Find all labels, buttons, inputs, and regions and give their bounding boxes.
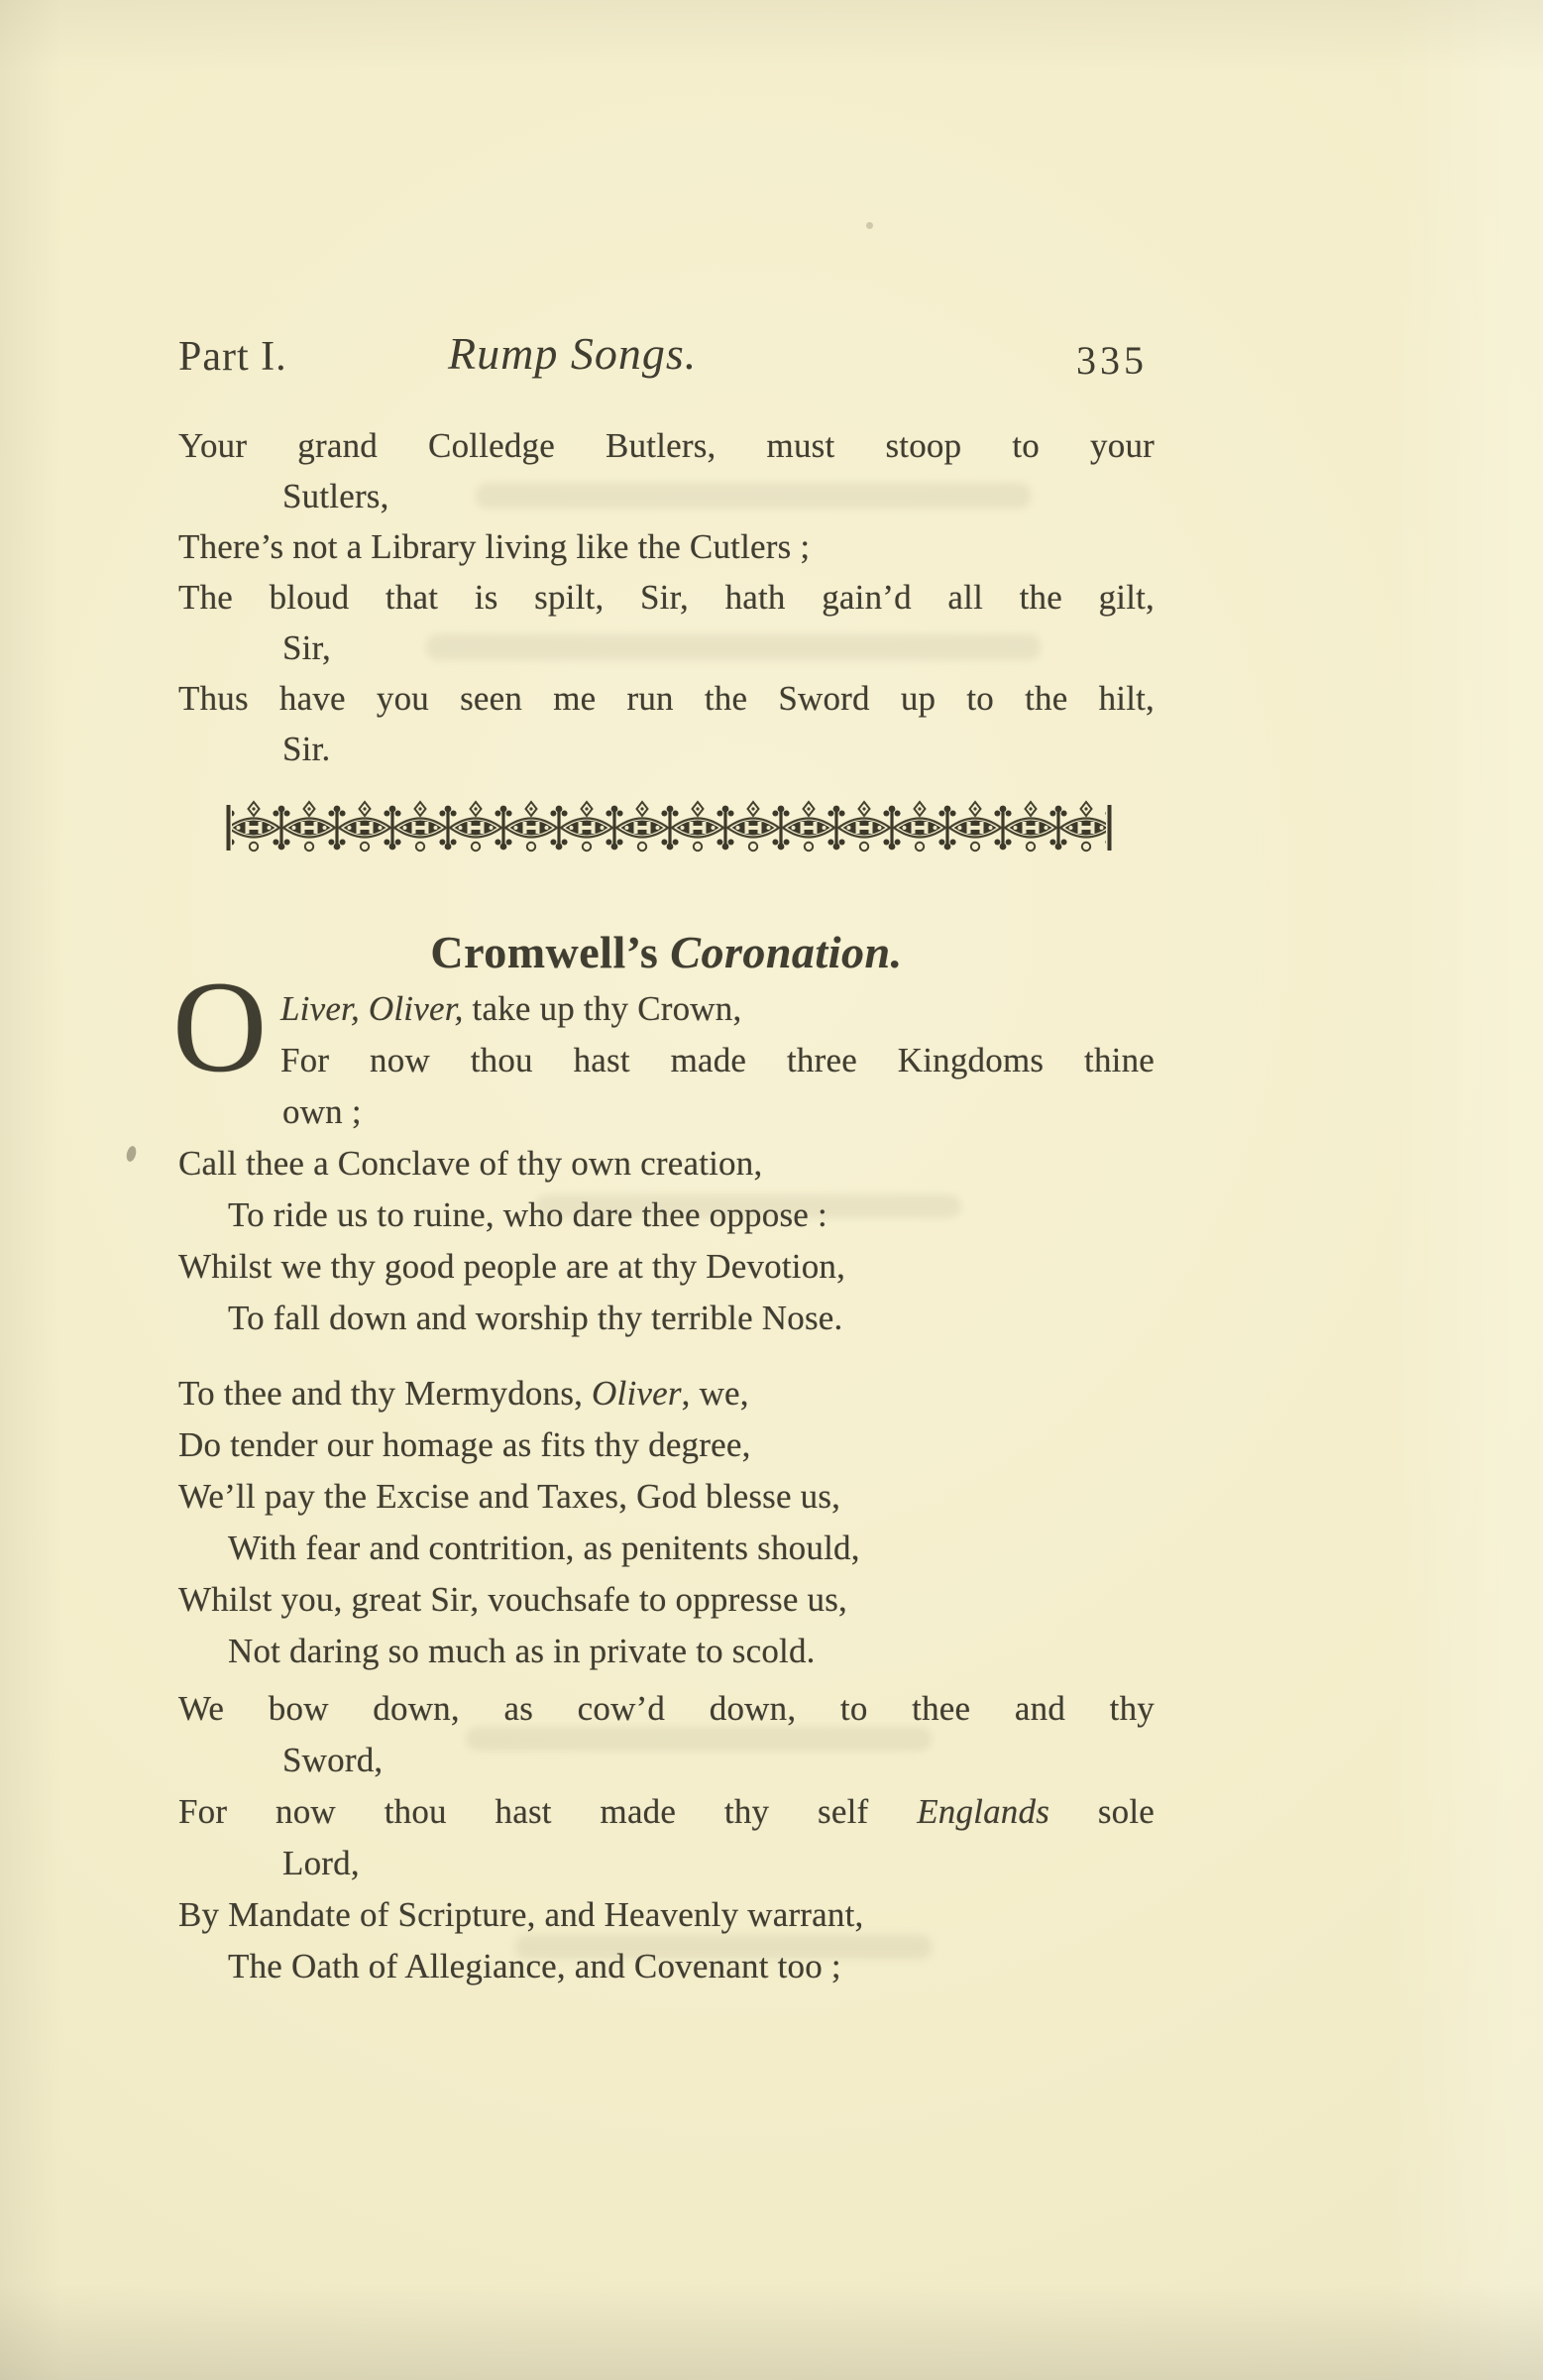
verse-segment: To fall down and worship thy terrible Nose. [228,1299,843,1337]
running-title: Rump Songs. [448,328,698,379]
part-label: Part I. [178,334,287,380]
verse-segment: Englands [917,1792,1050,1831]
page-number: 335 [1076,338,1148,383]
verse-segment: own ; [282,1092,362,1131]
verse-line [228,1523,1155,1574]
verse-segment: Sutlers, [282,477,389,515]
verse-segment: For now thou hast made thy self [178,1792,918,1831]
verse-segment: take up thy Crown, [463,989,742,1028]
verse-line [178,1471,1155,1523]
paper-speck [125,1145,138,1163]
verse-segment: Lord, [282,1844,360,1882]
verse-line [178,420,1155,471]
verse-segment: Sir. [282,730,331,768]
verse-segment: To ride us to ruine, who dare thee oppose : [228,1195,827,1234]
verse-line [178,1889,1155,1941]
verse-segment: With fear and contrition, as penitents should, [228,1529,860,1567]
verse-segment: We bow down, as cow’d down, to thee and thy [178,1689,1155,1728]
verse-segment: By Mandate of Scripture, and Heavenly warrant, [178,1895,864,1934]
verse-line [178,1241,1155,1293]
verse-line [228,1190,1155,1241]
verse-segment: , we, [681,1374,749,1413]
verse-line [282,1735,1155,1786]
verse-ending-block [178,420,1155,774]
verse-segment: Oliver [592,1374,682,1413]
verse-segment: For now thou hast made three Kingdoms thine [280,1041,1155,1079]
verse-line [178,1138,1155,1190]
verse-line [282,1838,1155,1889]
verse-line [282,623,1155,673]
verse-segment: Sir, [282,628,331,667]
poem-title [178,926,1155,978]
verse-line [280,1035,1155,1086]
verse-segment: Thus have you seen me run the Sword up to the hilt, [178,679,1155,718]
verse-segment: There’s not a Library living like the Cutlers ; [178,527,811,566]
verse-segment: Your grand Colledge Butlers, must stoop to your [178,426,1155,465]
verse-line [280,983,1155,1035]
verse-line [178,1574,1155,1626]
verse-line [178,1368,1155,1419]
verse-segment: Whilst you, great Sir, vouchsafe to oppresse us, [178,1580,848,1619]
ornament-svg [226,799,1112,856]
verse-line [178,673,1155,724]
verse-line [228,1293,1155,1344]
verse-segment: The bloud that is spilt, Sir, hath gain’d all the gilt, [178,578,1155,617]
verse-line [178,1683,1155,1735]
poem-title-italic: Coronation. [670,927,903,978]
verse-line [228,1941,1155,1992]
poem-title-roman: Cromwell’s [430,927,659,978]
verse-line [178,521,1155,572]
stanza-3 [178,1683,1155,1992]
verse-line [178,572,1155,623]
verse-line [282,1086,1155,1138]
printers-ornament-band [226,799,1112,856]
verse-line [282,724,1155,774]
stanza-1 [172,954,1155,1344]
verse-segment: sole [1049,1792,1155,1831]
verse-segment: Liver, Oliver, [280,989,464,1028]
verse-line [178,1786,1155,1838]
verse-segment: Call thee a Conclave of thy own creation, [178,1144,763,1183]
verse-line [228,1626,1155,1677]
verse-line [178,1419,1155,1471]
verse-segment: Sword, [282,1741,384,1779]
verse-segment: To thee and thy Mermydons, [178,1374,593,1413]
stanza-2 [178,1368,1155,1677]
verse-line [282,471,1155,521]
verse-segment: Do tender our homage as fits thy degree, [178,1425,751,1464]
verse-segment: We’ll pay the Excise and Taxes, God blesse us, [178,1477,841,1516]
drop-cap: O [172,954,268,1099]
verse-segment: The Oath of Allegiance, and Covenant too ; [228,1947,841,1985]
verse-segment: Whilst we thy good people are at thy Devotion, [178,1247,846,1286]
verse-segment: Not daring so much as in private to scold. [228,1632,816,1670]
stanza-1-lines [178,983,1155,1344]
paper-speck [866,222,873,229]
